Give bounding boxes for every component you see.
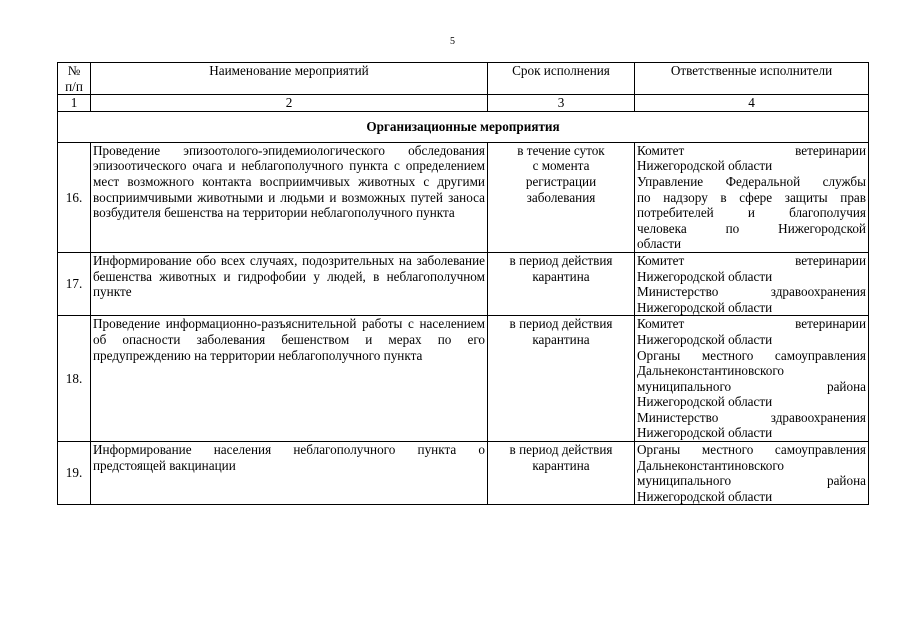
header-num-line: п/п bbox=[65, 78, 83, 94]
column-number-row bbox=[58, 95, 869, 112]
term-line: в период действия bbox=[509, 316, 613, 332]
responsible-line: Нижегородской области bbox=[637, 394, 773, 410]
row-responsible bbox=[635, 142, 869, 252]
measures-table bbox=[57, 62, 869, 505]
responsible-line: Комитет ветеринарии bbox=[637, 252, 866, 268]
responsible-line: Министерство здравоохранения bbox=[637, 409, 866, 425]
row-number: 19. bbox=[58, 442, 91, 505]
row-term bbox=[488, 142, 635, 252]
column-number: 1 bbox=[58, 95, 91, 112]
row-responsible bbox=[635, 252, 869, 315]
term-line: в течение суток bbox=[517, 142, 605, 158]
responsible-line: муниципального района bbox=[637, 378, 866, 394]
responsible-line: Нижегородской области bbox=[637, 488, 773, 504]
column-number: 4 bbox=[635, 95, 869, 112]
responsible-line: Нижегородской области bbox=[637, 268, 773, 284]
responsible-line: человека по Нижегородской bbox=[637, 220, 866, 236]
responsible-line: Органы местного самоуправления bbox=[637, 442, 866, 458]
row-number: 16. bbox=[58, 142, 91, 252]
term-line: с момента bbox=[532, 158, 590, 174]
header-name: Наименование мероприятий bbox=[91, 63, 488, 95]
term-line: заболевания bbox=[526, 189, 596, 205]
responsible-line: Дальнеконстантиновского bbox=[637, 457, 785, 473]
row-term bbox=[488, 252, 635, 315]
column-number: 2 bbox=[91, 95, 488, 112]
row-description: Информирование обо всех случаях, подозрительных на заболевание бешенства животных и гидрофобии у людей, в неблагополучном пункте bbox=[91, 252, 488, 315]
table-row bbox=[58, 442, 869, 505]
header-term: Срок исполнения bbox=[488, 63, 635, 95]
section-row bbox=[58, 111, 869, 142]
table-row bbox=[58, 142, 869, 252]
row-responsible bbox=[635, 316, 869, 442]
responsible-line: муниципального района bbox=[637, 473, 866, 489]
responsible-line: потребителей и благополучия bbox=[637, 205, 866, 221]
responsible-line: Дальнеконстантиновского bbox=[637, 363, 785, 379]
column-number: 3 bbox=[488, 95, 635, 112]
row-description: Проведение эпизоотолого-эпидемиологического обследования эпизоотического очага и неблагополучного пункта с определением мест возможного контакта восприимчивых животных с другими восприимчивыми животными и людьми и возможных путей заноса возбудителя бешенства на территории неблагополучного пункта bbox=[91, 142, 488, 252]
responsible-line: Комитет ветеринарии bbox=[637, 142, 866, 158]
section-title: Организационные мероприятия bbox=[58, 111, 869, 142]
row-number: 18. bbox=[58, 316, 91, 442]
header-responsible: Ответственные исполнители bbox=[635, 63, 869, 95]
responsible-line: Нижегородской области bbox=[637, 331, 773, 347]
responsible-line: Комитет ветеринарии bbox=[637, 316, 866, 332]
term-line: карантина bbox=[532, 331, 590, 347]
row-responsible bbox=[635, 442, 869, 505]
responsible-line: области bbox=[637, 236, 682, 252]
row-number: 17. bbox=[58, 252, 91, 315]
term-line: карантина bbox=[532, 268, 590, 284]
responsible-line: Нижегородской области bbox=[637, 425, 773, 441]
responsible-line: Нижегородской области bbox=[637, 158, 773, 174]
row-description: Проведение информационно-разъяснительной работы с населением об опасности заболевания бешенством и мерах по его предупреждению на территории неблагополучного пункта bbox=[91, 316, 488, 442]
responsible-line: Органы местного самоуправления bbox=[637, 347, 866, 363]
term-line: в период действия bbox=[509, 252, 613, 268]
header-num-line: № bbox=[67, 63, 81, 78]
term-line: в период действия bbox=[509, 442, 613, 458]
row-term bbox=[488, 442, 635, 505]
term-line: регистрации bbox=[525, 173, 597, 189]
header-num bbox=[58, 63, 91, 95]
responsible-line: Управление Федеральной службы bbox=[637, 173, 866, 189]
term-line: карантина bbox=[532, 457, 590, 473]
responsible-line: Министерство здравоохранения bbox=[637, 284, 866, 300]
page-number: 5 bbox=[450, 36, 455, 47]
row-description: Информирование населения неблагополучного пункта о предстоящей вакцинации bbox=[91, 442, 488, 505]
responsible-line: по надзору в сфере защиты прав bbox=[637, 189, 866, 205]
header-row bbox=[58, 63, 869, 95]
responsible-line: Нижегородской области bbox=[637, 299, 773, 315]
table-row bbox=[58, 316, 869, 442]
row-term bbox=[488, 316, 635, 442]
table-row bbox=[58, 252, 869, 315]
